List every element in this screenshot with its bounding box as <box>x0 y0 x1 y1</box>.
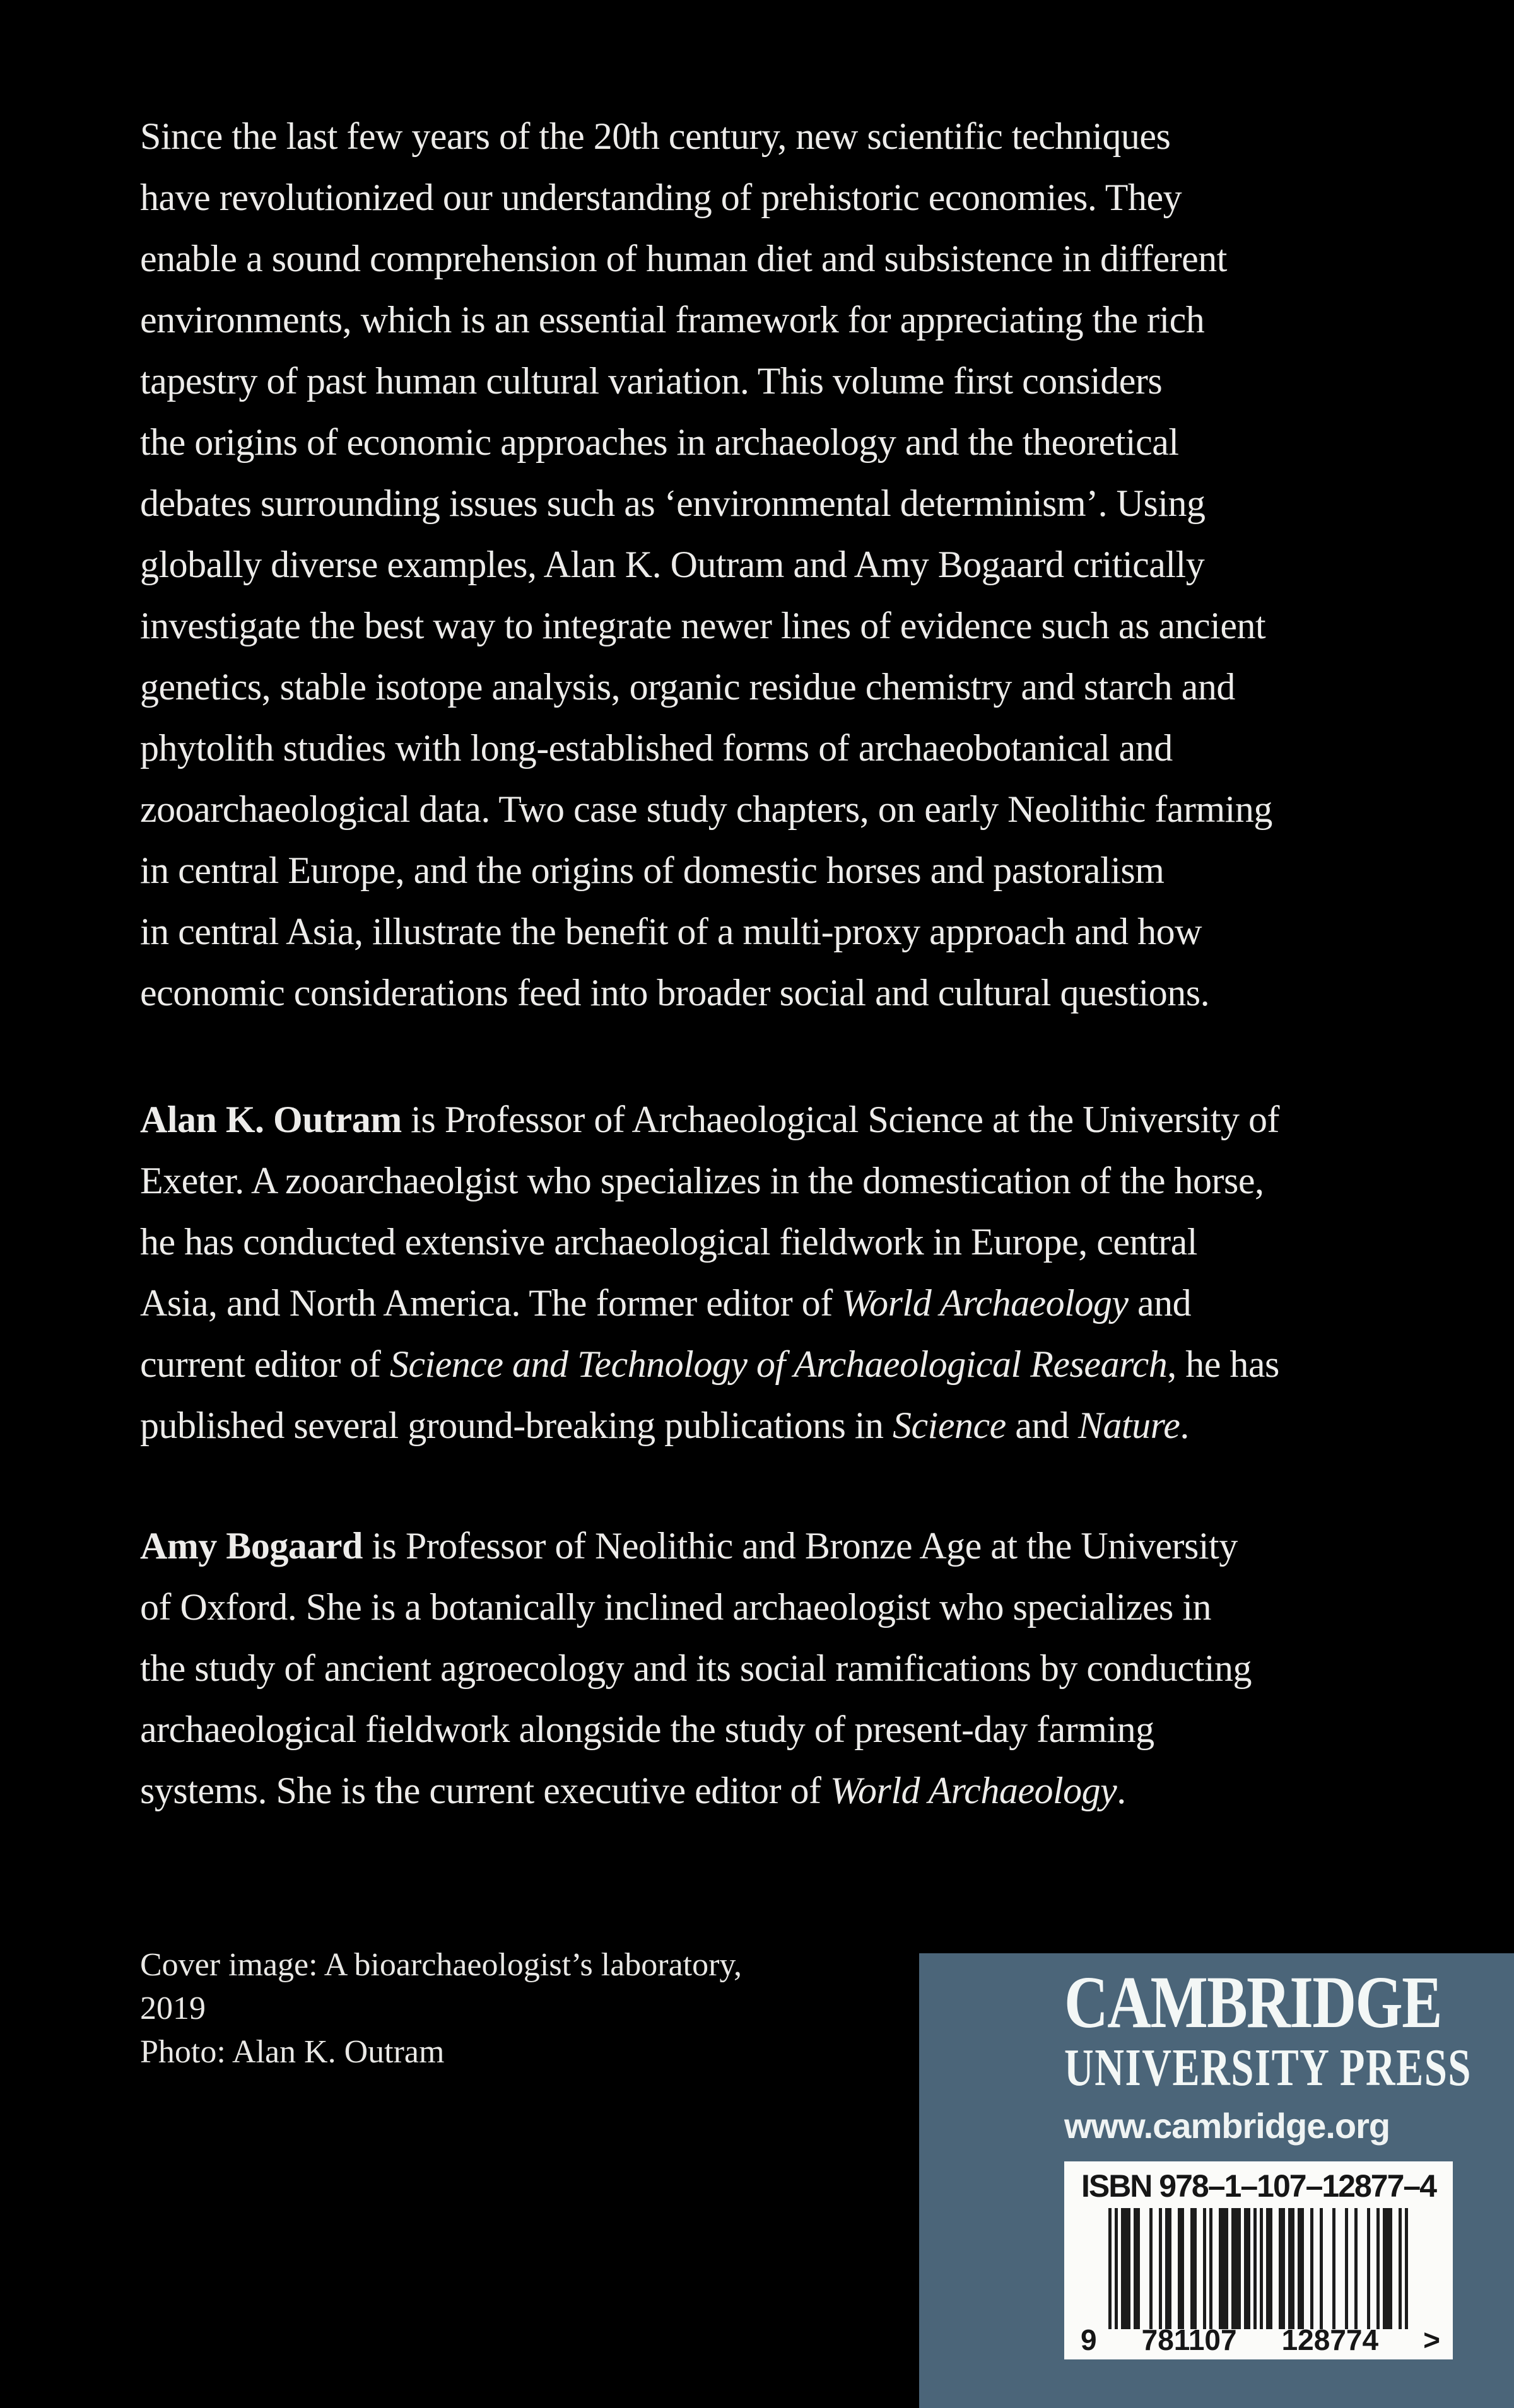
text-line: Cover image: A bioarchaeologist’s laboratory, <box>140 1947 742 1983</box>
text-line: systems. She is the current executive editor of World Archaeology. <box>140 1770 1126 1811</box>
text-line: Exeter. A zooarchaeolgist who specializes in the domestication of the horse, <box>140 1160 1264 1201</box>
barcode-digit-group: 781107 <box>1141 2323 1237 2356</box>
text-line: current editor of Science and Technology of Archaeological Research, he has <box>140 1343 1279 1385</box>
text-line: Amy Bogaard is Professor of Neolithic and Bronze Age at the University <box>140 1525 1238 1567</box>
text-line: have revolutionized our understanding of prehistoric economies. They <box>140 177 1182 218</box>
isbn-box <box>1064 2161 1453 2359</box>
text-line: globally diverse examples, Alan K. Outram and Amy Bogaard critically <box>140 544 1205 585</box>
text-line: of Oxford. She is a botanically inclined archaeologist who specializes in <box>140 1586 1211 1628</box>
website-url: www.cambridge.org <box>1064 2106 1390 2146</box>
cambridge-wordmark: CAMBRIDGE <box>1064 1961 1442 2043</box>
university-press-wordmark: UNIVERSITY PRESS <box>1064 2038 1472 2097</box>
barcode-end-marker: > <box>1423 2323 1440 2356</box>
cover-credit <box>140 1943 742 2074</box>
text-line: published several ground-breaking publications in Science and Nature. <box>140 1405 1189 1446</box>
text-line: Asia, and North America. The former editor of World Archaeology and <box>140 1282 1192 1324</box>
text-line: the origins of economic approaches in archaeology and the theoretical <box>140 421 1179 463</box>
paragraph-bio-bogaard <box>140 1516 1279 1821</box>
text-line: investigate the best way to integrate newer lines of evidence such as ancient <box>140 605 1266 646</box>
text-line: archaeological fieldwork alongside the study of present-day farming <box>140 1709 1154 1750</box>
text-line: debates surrounding issues such as ‘environmental determinism’. Using <box>140 482 1206 524</box>
text-line: in central Asia, illustrate the benefit of a multi-proxy approach and how <box>140 911 1202 952</box>
text-line: phytolith studies with long-established forms of archaeobotanical and <box>140 727 1173 769</box>
barcode-digit-group: 128774 <box>1281 2323 1379 2356</box>
paragraph-bio-outram <box>140 1089 1279 1456</box>
barcode-digit-group: 9 <box>1081 2323 1097 2356</box>
text-line: 2019 <box>140 1990 206 2026</box>
text-line: the study of ancient agroecology and its social ramifications by conducting <box>140 1647 1252 1689</box>
text-line: zooarchaeological data. Two case study chapters, on early Neolithic farming <box>140 788 1272 830</box>
text-line: in central Europe, and the origins of domestic horses and pastoralism <box>140 850 1165 891</box>
paragraph-synopsis <box>140 106 1279 1024</box>
text-line: genetics, stable isotope analysis, organic residue chemistry and starch and <box>140 666 1235 708</box>
isbn-text: ISBN 978–1–107–12877–4 <box>1081 2168 1436 2204</box>
text-line: Alan K. Outram is Professor of Archaeological Science at the University of <box>140 1099 1279 1140</box>
blurb <box>140 106 1279 1821</box>
text-line: economic considerations feed into broader social and cultural questions. <box>140 972 1210 1014</box>
text-line: environments, which is an essential framework for appreciating the rich <box>140 299 1205 341</box>
publisher-panel-content <box>1064 1961 1472 2359</box>
barcode-digits <box>1081 2323 1440 2357</box>
text-line: Since the last few years of the 20th century, new scientific techniques <box>140 115 1171 157</box>
publisher-panel <box>919 1953 1514 2408</box>
text-line: Photo: Alan K. Outram <box>140 2034 445 2070</box>
text-line: tapestry of past human cultural variation. This volume first considers <box>140 360 1163 402</box>
text-line: enable a sound comprehension of human diet and subsistence in different <box>140 238 1227 279</box>
barcode <box>1108 2208 1408 2329</box>
text-line: he has conducted extensive archaeological fieldwork in Europe, central <box>140 1221 1197 1263</box>
barcode-bar <box>1405 2208 1408 2329</box>
